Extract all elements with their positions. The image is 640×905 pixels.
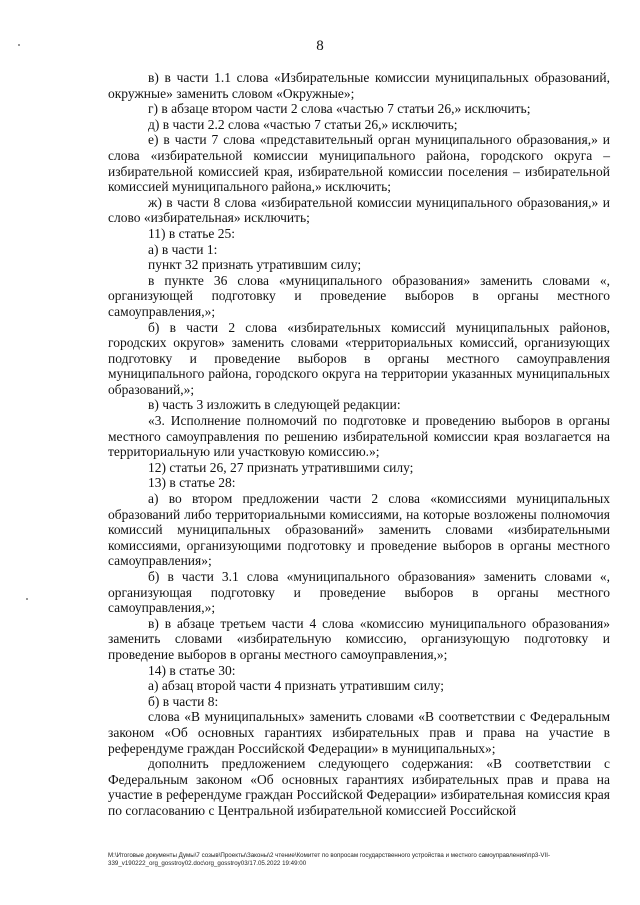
paragraph: 13) в статье 28: [148, 475, 236, 491]
paragraph: 14) в статье 30: [148, 662, 236, 678]
paragraph: 11) в статье 25: [148, 225, 235, 241]
paragraph: в) часть 3 изложить в следующей редакции: [148, 397, 401, 413]
file-path-footer: М:\Итоговые документы Думы\7 созыв\Проекты\Законы\2 чтение\Комитет по вопросам государственного устройства и местного самоуправления\пр3-VII-339_v190222_org_gosstroy02.doc\org_gosstroy03/17.05.2022 19:49:00 [108, 852, 551, 867]
paragraph: б) в части 8: [148, 693, 219, 709]
paragraph: 12) статьи 26, 27 признать утратившими силу; [148, 459, 414, 475]
paragraph: д) в части 2.2 слова «частью 7 статьи 26,» исключить; [148, 116, 458, 132]
document-body [108, 70, 610, 819]
paragraph: слова «В муниципальных» заменить словами «В соответствии с Федеральным законом «Об основных гарантиях избирательных прав и права на участие в референдуме граждан Российской Федерации» в муниципальных»; [108, 709, 610, 756]
paragraph: ж) в части 8 слова «избирательной комиссии муниципального образования,» и слово «избирательная» исключить; [108, 194, 610, 226]
paragraph: пункт 32 признать утратившим силу; [148, 257, 362, 273]
paragraph: «3. Исполнение полномочий по подготовке и проведению выборов в органы местного самоуправления по решению избирательной комиссии края возлагается на территориальную или участковую комиссию.»; [108, 413, 610, 460]
paragraph: б) в части 2 слова «избирательных комиссий муниципальных районов, городских округов» заменить словами «территориальных комиссий, организующих подготовку и проведение выборов в органы местного самоуправления муниципального района, городского округа на территории указанных муниципальных образований,»; [108, 319, 610, 397]
paragraph: е) в части 7 слова «представительный орган муниципального образования,» и слова «избирательной комиссии муниципального района, городского округа – избирательной комиссией края, избирательной комиссии поселения – избирательной комиссией муниципального района,» исключить; [108, 132, 610, 195]
paragraph: дополнить предложением следующего содержания: «В соответствии с Федеральным законом «Об основных гарантиях избирательных прав и права на участие в референдуме граждан Российской Федерации» избирательная комиссия края по согласованию с Центральной избирательной комиссией Российской [108, 756, 610, 818]
paragraph: в пункте 36 слова «муниципального образования» заменить словами «, организующей подготовку и проведение выборов в органы местного самоуправления,»; [108, 272, 610, 319]
paragraph: а) во втором предложении части 2 слова «комиссиями муниципальных образований либо территориальными комиссиями, на которые возложены полномочия комиссий муниципальных образований» заменить словами «избирательными комиссиями, организующими подготовку и проведение выборов в органы местного самоуправления»; [108, 491, 610, 569]
scan-speck [26, 598, 28, 600]
paragraph: б) в части 3.1 слова «муниципального образования» заменить словами «, организующая подготовку и проведение выборов в органы местного самоуправления,»; [108, 569, 610, 616]
paragraph: г) в абзаце втором части 2 слова «частью 7 статьи 26,» исключить; [148, 101, 531, 117]
paragraph: а) в части 1: [148, 241, 218, 257]
paragraph: в) в части 1.1 слова «Избирательные комиссии муниципальных образований, окружные» заменить словом «Окружные»; [108, 70, 610, 101]
paragraph: а) абзац второй части 4 признать утратившим силу; [148, 678, 445, 694]
page-number: 8 [316, 38, 324, 54]
paragraph: в) в абзаце третьем части 4 слова «комиссию муниципального образования» заменить словами «избирательную комиссию, организующую подготовку и проведение выборов в органы местного самоуправления,»; [108, 615, 610, 662]
